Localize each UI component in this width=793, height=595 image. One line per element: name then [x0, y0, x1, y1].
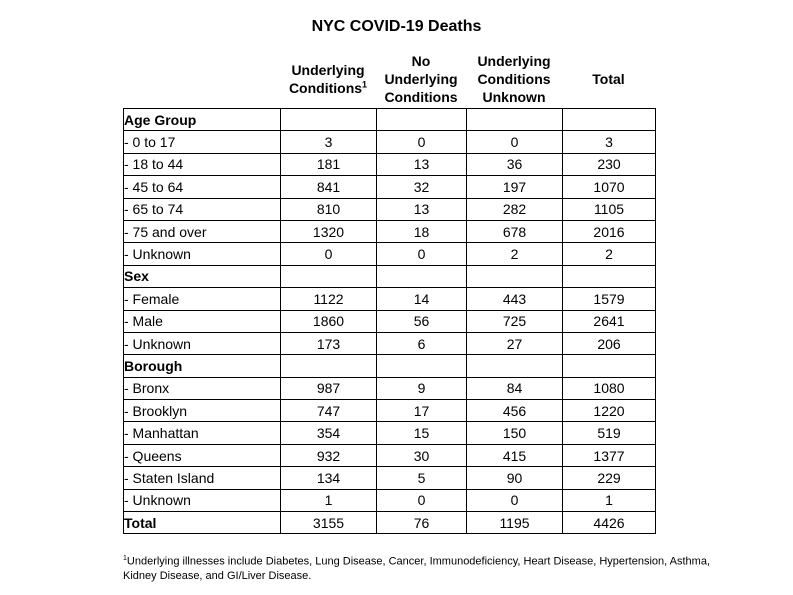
- value-cell: 14: [377, 288, 467, 310]
- value-cell: 13: [377, 198, 467, 220]
- value-cell: 84: [467, 377, 563, 399]
- value-cell: 3: [281, 131, 377, 153]
- table-body: [124, 109, 656, 534]
- footnote-text: Underlying illnesses include Diabetes, Lung Disease, Cancer, Immunodeficiency, Heart Disease, Hypertension, Asthma, Kidney Disease, and GI/Liver Disease.: [123, 555, 710, 582]
- value-cell: 1320: [281, 220, 377, 242]
- value-cell: 206: [563, 332, 656, 354]
- empty-cell: [281, 109, 377, 131]
- value-cell: 1122: [281, 288, 377, 310]
- value-cell: 229: [563, 467, 656, 489]
- value-cell: 32: [377, 176, 467, 198]
- table-row: [124, 444, 656, 466]
- row-label: - 45 to 64: [124, 176, 281, 198]
- footnote-marker: 1: [123, 555, 127, 562]
- total-value-cell: 3155: [281, 512, 377, 534]
- value-cell: 2016: [563, 220, 656, 242]
- footnote: [123, 552, 723, 583]
- table-row: [124, 198, 656, 220]
- empty-cell: [563, 265, 656, 287]
- empty-cell: [563, 355, 656, 377]
- row-label: - Male: [124, 310, 281, 332]
- value-cell: 0: [377, 243, 467, 265]
- value-cell: 282: [467, 198, 563, 220]
- table-row: [124, 400, 656, 422]
- header-line: Underlying: [477, 53, 551, 69]
- value-cell: 747: [281, 400, 377, 422]
- section-label: Borough: [124, 355, 281, 377]
- value-cell: 134: [281, 467, 377, 489]
- value-cell: 456: [467, 400, 563, 422]
- table-row: [124, 332, 656, 354]
- header-text: Conditions: [288, 80, 363, 96]
- value-cell: 987: [281, 377, 377, 399]
- value-cell: 1070: [563, 176, 656, 198]
- value-cell: 30: [377, 444, 467, 466]
- empty-cell: [467, 355, 563, 377]
- header-line: No: [411, 53, 431, 69]
- total-value-cell: 76: [377, 512, 467, 534]
- row-label: - 65 to 74: [124, 198, 281, 220]
- value-cell: 18: [377, 220, 467, 242]
- empty-cell: [377, 109, 467, 131]
- header-line: Conditions: [384, 89, 458, 105]
- row-label: - 0 to 17: [124, 131, 281, 153]
- row-label: - Unknown: [124, 332, 281, 354]
- header-line: Conditions: [477, 71, 551, 87]
- table-row: [124, 243, 656, 265]
- row-label: - Queens: [124, 444, 281, 466]
- value-cell: 15: [377, 422, 467, 444]
- total-label: Total: [124, 512, 281, 534]
- table-row: [124, 153, 656, 175]
- table-row: [124, 176, 656, 198]
- value-cell: 0: [467, 131, 563, 153]
- value-cell: 932: [281, 444, 377, 466]
- header-line: Underlying: [291, 62, 365, 78]
- value-cell: 5: [377, 467, 467, 489]
- value-cell: 354: [281, 422, 377, 444]
- value-cell: 0: [377, 131, 467, 153]
- header-line: Underlying: [384, 71, 458, 87]
- footnote-marker: 1: [362, 79, 368, 90]
- section-label: Age Group: [124, 109, 281, 131]
- section-header-row: [124, 109, 656, 131]
- header-line: Unknown: [482, 89, 546, 105]
- empty-cell: [563, 109, 656, 131]
- header-underlying-conditions: [280, 52, 376, 106]
- page-title: NYC COVID-19 Deaths: [311, 18, 482, 35]
- empty-cell: [281, 355, 377, 377]
- table-row: [124, 310, 656, 332]
- value-cell: 90: [467, 467, 563, 489]
- total-value-cell: 1195: [467, 512, 563, 534]
- value-cell: 230: [563, 153, 656, 175]
- value-cell: 2: [467, 243, 563, 265]
- table-row: [124, 422, 656, 444]
- row-label: - Unknown: [124, 243, 281, 265]
- value-cell: 56: [377, 310, 467, 332]
- table-row: [124, 489, 656, 511]
- section-label: Sex: [124, 265, 281, 287]
- value-cell: 181: [281, 153, 377, 175]
- value-cell: 173: [281, 332, 377, 354]
- value-cell: 6: [377, 332, 467, 354]
- row-label: - Staten Island: [124, 467, 281, 489]
- empty-cell: [377, 355, 467, 377]
- section-header-row: [124, 355, 656, 377]
- total-value-cell: 4426: [563, 512, 656, 534]
- empty-cell: [377, 265, 467, 287]
- value-cell: 150: [467, 422, 563, 444]
- value-cell: 1080: [563, 377, 656, 399]
- value-cell: 443: [467, 288, 563, 310]
- value-cell: 678: [467, 220, 563, 242]
- header-no-underlying-conditions: [376, 52, 466, 106]
- header-line: [289, 79, 367, 97]
- table-row: [124, 467, 656, 489]
- value-cell: 1377: [563, 444, 656, 466]
- value-cell: 197: [467, 176, 563, 198]
- value-cell: 2641: [563, 310, 656, 332]
- header-line: Total: [592, 71, 625, 87]
- value-cell: 0: [467, 489, 563, 511]
- value-cell: 1: [281, 489, 377, 511]
- row-label: - Brooklyn: [124, 400, 281, 422]
- value-cell: 0: [377, 489, 467, 511]
- value-cell: 36: [467, 153, 563, 175]
- total-row: [124, 512, 656, 534]
- value-cell: 810: [281, 198, 377, 220]
- value-cell: 2: [563, 243, 656, 265]
- value-cell: 9: [377, 377, 467, 399]
- section-header-row: [124, 265, 656, 287]
- table-row: [124, 377, 656, 399]
- value-cell: 415: [467, 444, 563, 466]
- value-cell: 3: [563, 131, 656, 153]
- empty-cell: [467, 109, 563, 131]
- header-conditions-unknown: [466, 52, 562, 106]
- value-cell: 1220: [563, 400, 656, 422]
- empty-cell: [467, 265, 563, 287]
- value-cell: 519: [563, 422, 656, 444]
- table-row: [124, 131, 656, 153]
- table-row: [124, 220, 656, 242]
- value-cell: 725: [467, 310, 563, 332]
- row-label: - 18 to 44: [124, 153, 281, 175]
- row-label: - 75 and over: [124, 220, 281, 242]
- value-cell: 841: [281, 176, 377, 198]
- value-cell: 1579: [563, 288, 656, 310]
- value-cell: 0: [281, 243, 377, 265]
- empty-cell: [281, 265, 377, 287]
- row-label: - Bronx: [124, 377, 281, 399]
- table-row: [124, 288, 656, 310]
- value-cell: 13: [377, 153, 467, 175]
- value-cell: 27: [467, 332, 563, 354]
- header-total: [562, 52, 655, 106]
- deaths-table: [123, 108, 656, 534]
- row-label: - Unknown: [124, 489, 281, 511]
- value-cell: 1105: [563, 198, 656, 220]
- value-cell: 1860: [281, 310, 377, 332]
- value-cell: 1: [563, 489, 656, 511]
- row-label: - Female: [124, 288, 281, 310]
- row-label: - Manhattan: [124, 422, 281, 444]
- value-cell: 17: [377, 400, 467, 422]
